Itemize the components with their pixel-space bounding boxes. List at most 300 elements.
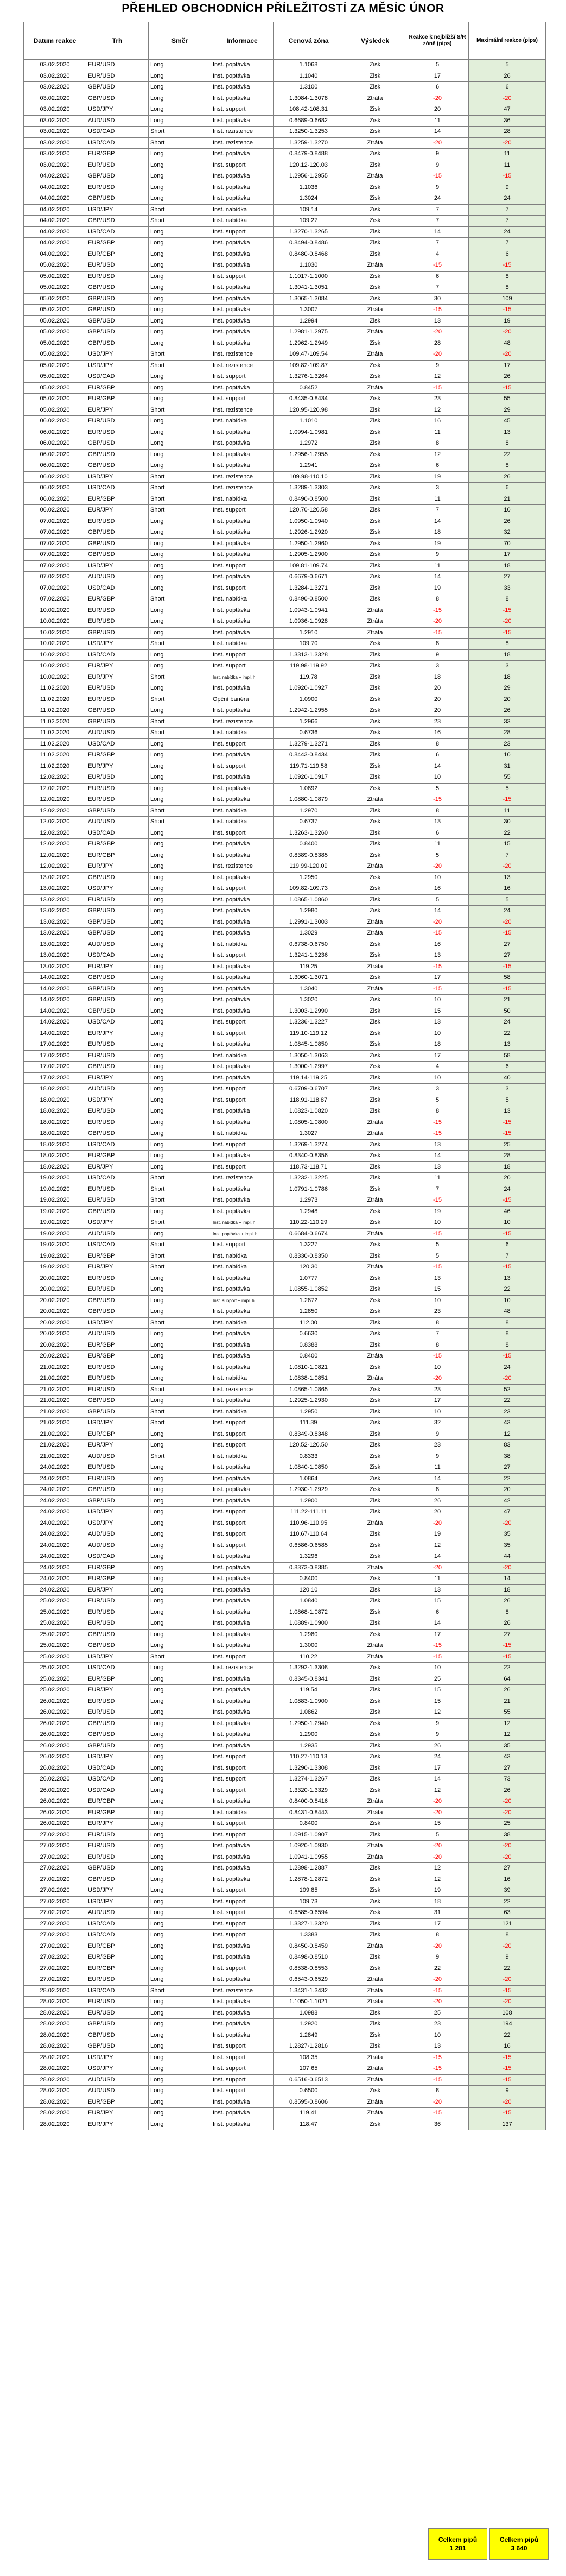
cell-information: Inst. poptávka <box>211 1718 274 1729</box>
table-row <box>24 605 546 616</box>
cell-price-zone: 1.3024 <box>274 193 344 205</box>
cell-reaction: 25 <box>406 1674 469 1685</box>
col-header-result: Výsledek <box>344 22 406 60</box>
cell-max-reaction: 11 <box>469 160 546 171</box>
cell-max-reaction: 27 <box>469 1863 546 1874</box>
cell-max-reaction: -20 <box>469 1852 546 1863</box>
cell-max-reaction: 27 <box>469 950 546 962</box>
opportunities-table <box>23 22 546 2130</box>
cell-information: Inst. poptávka <box>211 550 274 561</box>
cell-price-zone: 1.0892 <box>274 783 344 794</box>
cell-reaction: 14 <box>406 906 469 917</box>
cell-reaction: 7 <box>406 1184 469 1195</box>
cell-result: Zisk <box>344 973 406 984</box>
cell-market: GBP/USD <box>86 1729 149 1741</box>
table-row <box>24 494 546 505</box>
cell-information: Inst. nabídka <box>211 805 274 817</box>
cell-max-reaction: 8 <box>469 460 546 472</box>
cell-result: Zisk <box>344 639 406 650</box>
cell-reaction: 15 <box>406 1696 469 1707</box>
cell-price-zone: 1.0920-1.0927 <box>274 683 344 694</box>
cell-reaction: 7 <box>406 282 469 294</box>
cell-reaction: -20 <box>406 93 469 104</box>
cell-direction: Long <box>149 1006 211 1017</box>
cell-information: Inst. support <box>211 1763 274 1774</box>
table-row <box>24 160 546 171</box>
cell-result: Ztráta <box>344 1796 406 1808</box>
table-row <box>24 2097 546 2108</box>
cell-reaction: 23 <box>406 1440 469 1451</box>
cell-price-zone: 1.0950-1.0940 <box>274 516 344 527</box>
cell-price-zone: 1.2981-1.2975 <box>274 327 344 338</box>
cell-market: USD/JPY <box>86 1507 149 1518</box>
cell-date: 20.02.2020 <box>24 1329 86 1340</box>
table-row <box>24 1462 546 1474</box>
cell-information: Inst. poptávka <box>211 1473 274 1485</box>
cell-result: Zisk <box>344 1908 406 1919</box>
cell-result: Zisk <box>344 1540 406 1551</box>
cell-max-reaction: 27 <box>469 572 546 583</box>
table-row <box>24 216 546 227</box>
cell-date: 04.02.2020 <box>24 182 86 193</box>
cell-date: 06.02.2020 <box>24 427 86 438</box>
cell-price-zone: 1.3296 <box>274 1551 344 1563</box>
table-row <box>24 416 546 427</box>
cell-price-zone: 1.2849 <box>274 2030 344 2041</box>
cell-price-zone: 109.14 <box>274 204 344 216</box>
cell-reaction: 16 <box>406 728 469 739</box>
cell-market: USD/CAD <box>86 1785 149 1796</box>
cell-result: Zisk <box>344 1151 406 1162</box>
cell-max-reaction: 38 <box>469 1829 546 1841</box>
cell-market: GBP/USD <box>86 1718 149 1729</box>
cell-reaction: -15 <box>406 1351 469 1362</box>
cell-direction: Long <box>149 1084 211 1095</box>
cell-result: Zisk <box>344 338 406 349</box>
cell-reaction: 23 <box>406 1384 469 1396</box>
cell-result: Zisk <box>344 1729 406 1741</box>
cell-result: Zisk <box>344 872 406 883</box>
cell-direction: Long <box>149 1485 211 1496</box>
cell-result: Zisk <box>344 772 406 784</box>
cell-direction: Long <box>149 1017 211 1028</box>
page-title: PŘEHLED OBCHODNÍCH PŘÍLEŽITOSTÍ ZA MĚSÍC ÚNOR <box>122 2 444 15</box>
table-row <box>24 1908 546 1919</box>
cell-result: Zisk <box>344 1707 406 1719</box>
cell-price-zone: 1.3060-1.3071 <box>274 973 344 984</box>
cell-result: Ztráta <box>344 1195 406 1207</box>
cell-max-reaction: 9 <box>469 182 546 193</box>
cell-market: EUR/USD <box>86 1829 149 1841</box>
cell-date: 13.02.2020 <box>24 906 86 917</box>
cell-date: 12.02.2020 <box>24 805 86 817</box>
cell-date: 21.02.2020 <box>24 1362 86 1373</box>
cell-price-zone: 119.99-120.09 <box>274 861 344 873</box>
cell-max-reaction: 5 <box>469 60 546 71</box>
cell-max-reaction: -20 <box>469 93 546 104</box>
cell-direction: Long <box>149 282 211 294</box>
cell-price-zone: 0.8443-0.8434 <box>274 750 344 761</box>
table-row <box>24 60 546 71</box>
table-row <box>24 226 546 238</box>
cell-date: 05.02.2020 <box>24 371 86 383</box>
cell-reaction: 10 <box>406 995 469 1006</box>
cell-max-reaction: 17 <box>469 550 546 561</box>
table-row <box>24 1629 546 1640</box>
cell-direction: Long <box>149 60 211 71</box>
cell-market: EUR/JPY <box>86 1072 149 1084</box>
cell-information: Inst. support <box>211 1651 274 1663</box>
cell-information: Inst. nabídka <box>211 594 274 605</box>
cell-price-zone: 1.3003-1.2990 <box>274 1006 344 1017</box>
table-row <box>24 1340 546 1351</box>
cell-direction: Long <box>149 2074 211 2086</box>
cell-direction: Short <box>149 1195 211 1207</box>
cell-information: Inst. poptávka <box>211 1062 274 1073</box>
cell-result: Ztráta <box>344 382 406 394</box>
cell-direction: Long <box>149 1562 211 1574</box>
cell-direction: Long <box>149 1796 211 1808</box>
cell-result: Zisk <box>344 906 406 917</box>
cell-reaction: -15 <box>406 382 469 394</box>
cell-direction: Long <box>149 538 211 550</box>
cell-price-zone: 1.0855-1.0852 <box>274 1284 344 1296</box>
cell-information: Inst. poptávka <box>211 1362 274 1373</box>
cell-direction: Long <box>149 1161 211 1173</box>
table-row <box>24 1651 546 1663</box>
cell-market: EUR/USD <box>86 1696 149 1707</box>
cell-max-reaction: 39 <box>469 1885 546 1897</box>
col-header-date: Datum reakce <box>24 22 86 60</box>
cell-direction: Long <box>149 761 211 772</box>
cell-direction: Long <box>149 928 211 939</box>
cell-market: GBP/USD <box>86 1206 149 1217</box>
cell-information: Inst. poptávka <box>211 1674 274 1685</box>
cell-market: USD/CAD <box>86 226 149 238</box>
cell-date: 28.02.2020 <box>24 2086 86 2097</box>
cell-reaction: 13 <box>406 315 469 327</box>
cell-direction: Short <box>149 1184 211 1195</box>
table-row <box>24 2074 546 2086</box>
cell-reaction: -20 <box>406 1841 469 1852</box>
cell-price-zone: 1.2898-1.2887 <box>274 1863 344 1874</box>
cell-direction: Long <box>149 1028 211 1039</box>
cell-date: 04.02.2020 <box>24 249 86 260</box>
cell-market: USD/CAD <box>86 583 149 594</box>
cell-direction: Short <box>149 1406 211 1418</box>
cell-direction: Long <box>149 1997 211 2008</box>
cell-reaction: -15 <box>406 2063 469 2075</box>
cell-information: Inst. nabídka <box>211 1373 274 1385</box>
cell-reaction: 32 <box>406 1418 469 1429</box>
cell-max-reaction: 43 <box>469 1418 546 1429</box>
cell-max-reaction: 42 <box>469 1495 546 1507</box>
cell-max-reaction: -15 <box>469 2108 546 2119</box>
cell-market: EUR/USD <box>86 271 149 282</box>
cell-direction: Short <box>149 505 211 516</box>
cell-direction: Long <box>149 1740 211 1752</box>
cell-market: EUR/USD <box>86 160 149 171</box>
cell-direction: Long <box>149 1841 211 1852</box>
cell-direction: Long <box>149 338 211 349</box>
cell-max-reaction: 24 <box>469 1184 546 1195</box>
cell-price-zone: 1.2827-1.2816 <box>274 2041 344 2053</box>
cell-date: 05.02.2020 <box>24 349 86 361</box>
cell-information: Inst. nabídka <box>211 1451 274 1462</box>
table-row <box>24 1217 546 1229</box>
cell-information: Inst. rezistence <box>211 1173 274 1184</box>
cell-max-reaction: 24 <box>469 906 546 917</box>
cell-price-zone: 1.2950-1.2960 <box>274 538 344 550</box>
cell-date: 17.02.2020 <box>24 1039 86 1051</box>
cell-price-zone: 1.2956-1.2955 <box>274 449 344 460</box>
cell-date: 19.02.2020 <box>24 1206 86 1217</box>
cell-max-reaction: 52 <box>469 1384 546 1396</box>
cell-reaction: 20 <box>406 683 469 694</box>
cell-result: Ztráta <box>344 616 406 628</box>
cell-result: Zisk <box>344 1161 406 1173</box>
cell-reaction: -15 <box>406 1117 469 1128</box>
table-row <box>24 1551 546 1563</box>
table-row <box>24 1173 546 1184</box>
cell-reaction: 12 <box>406 1785 469 1796</box>
cell-max-reaction: 45 <box>469 416 546 427</box>
cell-result: Zisk <box>344 560 406 572</box>
cell-max-reaction: 35 <box>469 1529 546 1540</box>
cell-market: EUR/USD <box>86 2007 149 2019</box>
table-row <box>24 1819 546 1830</box>
cell-date: 19.02.2020 <box>24 1173 86 1184</box>
table-row <box>24 1607 546 1618</box>
cell-direction: Long <box>149 1584 211 1596</box>
cell-market: AUD/USD <box>86 1540 149 1551</box>
cell-information: Inst. poptávka <box>211 327 274 338</box>
cell-result: Ztráta <box>344 1941 406 1952</box>
cell-date: 26.02.2020 <box>24 1785 86 1796</box>
table-row <box>24 639 546 650</box>
cell-direction: Short <box>149 639 211 650</box>
cell-reaction: 5 <box>406 1251 469 1262</box>
cell-date: 28.02.2020 <box>24 1985 86 1997</box>
cell-market: USD/CAD <box>86 1663 149 1674</box>
cell-result: Zisk <box>344 1718 406 1729</box>
cell-information: Inst. poptávka <box>211 1462 274 1474</box>
cell-result: Zisk <box>344 2041 406 2053</box>
cell-result: Zisk <box>344 1062 406 1073</box>
cell-market: GBP/USD <box>86 93 149 104</box>
cell-market: EUR/USD <box>86 605 149 616</box>
cell-date: 21.02.2020 <box>24 1384 86 1396</box>
cell-market: EUR/JPY <box>86 861 149 873</box>
cell-price-zone: 0.6709-0.6707 <box>274 1084 344 1095</box>
table-row <box>24 394 546 405</box>
cell-result: Zisk <box>344 1918 406 1930</box>
cell-information: Inst. support <box>211 1240 274 1251</box>
cell-information: Inst. poptávka <box>211 238 274 249</box>
cell-result: Zisk <box>344 360 406 371</box>
cell-market: USD/CAD <box>86 1774 149 1785</box>
cell-reaction: 14 <box>406 226 469 238</box>
cell-price-zone: 1.3269-1.3274 <box>274 1139 344 1151</box>
cell-date: 27.02.2020 <box>24 1963 86 1974</box>
cell-information: Inst. poptávka <box>211 71 274 82</box>
cell-date: 04.02.2020 <box>24 171 86 182</box>
cell-max-reaction: 28 <box>469 1151 546 1162</box>
table-row <box>24 405 546 416</box>
cell-price-zone: 1.2872 <box>274 1295 344 1306</box>
cell-information: Inst. support <box>211 661 274 672</box>
cell-information: Inst. support <box>211 761 274 772</box>
cell-date: 12.02.2020 <box>24 850 86 861</box>
cell-max-reaction: -15 <box>469 1351 546 1362</box>
table-row <box>24 1997 546 2008</box>
cell-max-reaction: -20 <box>469 1941 546 1952</box>
cell-result: Ztráta <box>344 1351 406 1362</box>
cell-information: Inst. poptávka <box>211 1195 274 1207</box>
cell-reaction: 19 <box>406 1529 469 1540</box>
cell-reaction: -20 <box>406 1807 469 1819</box>
cell-price-zone: 119.71-119.58 <box>274 761 344 772</box>
cell-price-zone: 1.3274-1.3267 <box>274 1774 344 1785</box>
cell-result: Zisk <box>344 1629 406 1640</box>
cell-information: Inst. support <box>211 271 274 282</box>
cell-price-zone: 0.8494-0.8486 <box>274 238 344 249</box>
cell-direction: Long <box>149 772 211 784</box>
cell-direction: Long <box>149 82 211 93</box>
cell-price-zone: 0.8490-0.8500 <box>274 494 344 505</box>
cell-reaction: 10 <box>406 1663 469 1674</box>
table-row <box>24 716 546 728</box>
cell-reaction: 23 <box>406 2019 469 2030</box>
cell-direction: Long <box>149 293 211 305</box>
cell-direction: Long <box>149 1139 211 1151</box>
col-header-max-reaction: Maximální reakce (pips) <box>469 22 546 60</box>
cell-market: USD/JPY <box>86 1518 149 1529</box>
cell-direction: Long <box>149 1072 211 1084</box>
cell-price-zone: 1.0777 <box>274 1273 344 1284</box>
cell-result: Zisk <box>344 471 406 483</box>
cell-result: Zisk <box>344 1674 406 1685</box>
cell-max-reaction: 7 <box>469 1251 546 1262</box>
table-row <box>24 917 546 928</box>
cell-reaction: 6 <box>406 750 469 761</box>
cell-result: Zisk <box>344 1473 406 1485</box>
cell-price-zone: 108.35 <box>274 2052 344 2063</box>
cell-information: Inst. rezistence <box>211 1384 274 1396</box>
cell-direction: Long <box>149 93 211 104</box>
cell-information: Inst. poptávka <box>211 1841 274 1852</box>
cell-direction: Long <box>149 1763 211 1774</box>
cell-reaction: 10 <box>406 2030 469 2041</box>
table-row <box>24 104 546 116</box>
cell-date: 27.02.2020 <box>24 1908 86 1919</box>
cell-market: EUR/JPY <box>86 961 149 973</box>
table-row <box>24 738 546 750</box>
table-row <box>24 527 546 539</box>
table-row <box>24 1440 546 1451</box>
table-row <box>24 1206 546 1217</box>
cell-max-reaction: 27 <box>469 1462 546 1474</box>
cell-result: Zisk <box>344 1050 406 1062</box>
cell-direction: Short <box>149 216 211 227</box>
cell-direction: Long <box>149 305 211 316</box>
cell-market: USD/JPY <box>86 2063 149 2075</box>
cell-reaction: 10 <box>406 1072 469 1084</box>
cell-result: Zisk <box>344 104 406 116</box>
cell-price-zone: 120.10 <box>274 1584 344 1596</box>
cell-result: Zisk <box>344 1485 406 1496</box>
cell-max-reaction: 20 <box>469 1485 546 1496</box>
cell-information: Inst. poptávka <box>211 2108 274 2119</box>
table-row <box>24 2119 546 2130</box>
cell-information: Inst. poptávka <box>211 182 274 193</box>
cell-date: 25.02.2020 <box>24 1685 86 1696</box>
cell-direction: Long <box>149 1373 211 1385</box>
cell-price-zone: 1.2950 <box>274 872 344 883</box>
cell-reaction: 22 <box>406 1963 469 1974</box>
cell-date: 04.02.2020 <box>24 193 86 205</box>
cell-max-reaction: 18 <box>469 672 546 683</box>
cell-market: GBP/USD <box>86 1640 149 1652</box>
cell-price-zone: 1.0845-1.0850 <box>274 1039 344 1051</box>
cell-price-zone: 0.8333 <box>274 1451 344 1462</box>
cell-direction: Long <box>149 738 211 750</box>
cell-date: 06.02.2020 <box>24 505 86 516</box>
cell-price-zone: 109.47-109.54 <box>274 349 344 361</box>
cell-information: Inst. poptávka <box>211 894 274 906</box>
cell-result: Zisk <box>344 694 406 705</box>
cell-direction: Long <box>149 906 211 917</box>
total-max-label: Celkem pipů <box>499 2535 539 2543</box>
cell-information: Inst. poptávka <box>211 705 274 717</box>
cell-price-zone: 1.3313-1.3328 <box>274 649 344 661</box>
cell-max-reaction: 5 <box>469 1095 546 1106</box>
table-row <box>24 1885 546 1897</box>
cell-result: Zisk <box>344 1874 406 1885</box>
cell-date: 24.02.2020 <box>24 1562 86 1574</box>
cell-reaction: 16 <box>406 416 469 427</box>
cell-reaction: 8 <box>406 805 469 817</box>
cell-max-reaction: 21 <box>469 494 546 505</box>
cell-result: Zisk <box>344 883 406 895</box>
cell-direction: Long <box>149 516 211 527</box>
cell-result: Zisk <box>344 1685 406 1696</box>
cell-price-zone: 109.70 <box>274 639 344 650</box>
cell-result: Zisk <box>344 995 406 1006</box>
cell-information: Inst. poptávka <box>211 1184 274 1195</box>
cell-max-reaction: -20 <box>469 616 546 628</box>
cell-date: 07.02.2020 <box>24 527 86 539</box>
cell-price-zone: 110.22 <box>274 1651 344 1663</box>
cell-price-zone: 0.6586-0.6585 <box>274 1540 344 1551</box>
cell-result: Zisk <box>344 71 406 82</box>
cell-result: Zisk <box>344 1329 406 1340</box>
cell-information: Inst. support <box>211 883 274 895</box>
cell-information: Inst. poptávka <box>211 1495 274 1507</box>
cell-max-reaction: 24 <box>469 1362 546 1373</box>
cell-reaction: 10 <box>406 1295 469 1306</box>
cell-max-reaction: 17 <box>469 360 546 371</box>
cell-price-zone: 1.3276-1.3264 <box>274 371 344 383</box>
table-row <box>24 171 546 182</box>
cell-max-reaction: 13 <box>469 1039 546 1051</box>
cell-price-zone: 1.1030 <box>274 260 344 272</box>
cell-date: 27.02.2020 <box>24 1974 86 1986</box>
table-row <box>24 594 546 605</box>
cell-market: GBP/USD <box>86 1874 149 1885</box>
cell-date: 26.02.2020 <box>24 1729 86 1741</box>
cell-max-reaction: -15 <box>469 605 546 616</box>
